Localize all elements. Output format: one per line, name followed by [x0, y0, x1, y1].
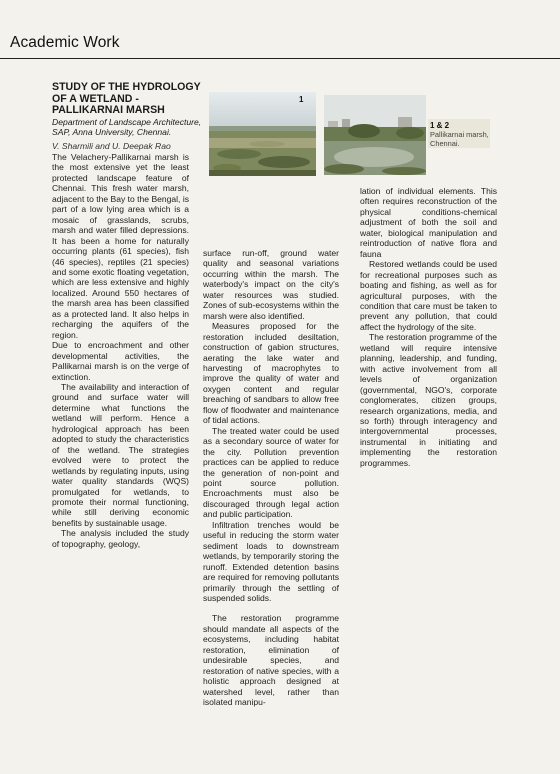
- paragraph: Infiltration trenches would be useful in reducing the storm water sediment loads to downstream wetlands, by temporarily storing the runoff. Extended detention basins are required for removing pollutants primarily through the settling of suspended solids.: [203, 519, 339, 603]
- paragraph: The restoration programme of the wetland will require intensive planning, leadership, and funding, with active involvement from all levels of organization (governmental, NGO's, corporate conglomerates, citizen groups, research organizations, media, and so forth) through interagency and intergovernmental processes, instrumental in initiating and implementing the restoration programmes.: [360, 332, 497, 468]
- paragraph: The availability and interaction of ground and surface water will determine what functions the wetland will perform. Hence a hydrological approach has been adopted to study the characteristics of the wetland. The strategies evolved were to protect the wetlands by regulating inputs, using water quality standards (WQS) promulgated for wetlands, to promote their normal functioning, while still deriving economic benefits by sustainable usage.: [52, 381, 189, 528]
- header-rule: [0, 58, 560, 59]
- paragraph: Due to encroachment and other developmental activities, the Pallikarnai marsh is on the verge of extinction.: [52, 340, 189, 382]
- marsh-photo-1: [209, 92, 316, 176]
- photo-1-number: 1: [299, 95, 304, 104]
- text-column-2: [203, 248, 339, 707]
- caption-text: Pallikarnai marsh, Chennai.: [430, 130, 489, 148]
- paragraph: Measures proposed for the restoration included desiltation, construction of gabion structures, aerating the lake water and harvesting of macrophytes to improve the quality of water and oxygen content and regular breaching of sandbars to allow free flow of floodwater and maintenance of tidal actions.: [203, 321, 339, 426]
- article-title: STUDY OF THE HYDROLOGY OF A WETLAND - PALLIKARNAI MARSH: [52, 81, 201, 116]
- article-authors: V. Sharmili and U. Deepak Rao: [52, 141, 171, 151]
- paragraph: The restoration programme should mandate all aspects of the ecosystems, including habitat restoration, elimination of undesirable species, and restoration of native species, with a holistic approach designed at watershed level, rather than isolated manipu-: [203, 613, 339, 708]
- paragraph: surface run-off, ground water quality and seasonal variations occurring within the marsh. The waterbody's impact on the city's water resources was studied. Zones of sub-ecosystems within the marsh were also identified.: [203, 248, 339, 321]
- caption-number: 1 & 2: [430, 121, 450, 130]
- marsh-photo-2: [324, 95, 426, 175]
- paragraph: lation of individual elements. This often requires reconstruction of the physical conditions-chemical adjustment of both the soil and water, biological manipulation and reintroduction of native flora and fauna: [360, 186, 497, 259]
- paragraph: Restored wetlands could be used for recreational purposes such as boating and fishing, as well as for agricultural purposes, with the condition that care must be taken to prevent any pollution, that could affect the hydrology of the site.: [360, 259, 497, 332]
- text-column-3: [360, 186, 497, 468]
- text-column-1: [52, 152, 189, 549]
- section-header: Academic Work: [10, 34, 120, 51]
- paragraph: The Velachery-Pallikarnai marsh is the most extensive yet the least protected landscape feature of Chennai. This fresh water marsh, adjacent to the Bay to the Bengal, is part of a low lying area which is a mosaic of grasslands, scrubs, marsh and water filled depressions. It has been a home for naturally occurring plants (61 species), fish (46 species), reptiles (21 species) and some exotic floating vegetation, which are less extensive and highly localized. Around 550 hectares of the marsh area has been classified as a protected land. It also helps in recharging the aquifers of the region.: [52, 152, 189, 340]
- article-affiliation: Department of Landscape Architecture, SAP, Anna University, Chennai.: [52, 117, 202, 137]
- paragraph: The analysis included the study of topography, geology,: [52, 528, 189, 549]
- paragraph: The treated water could be used as a secondary source of water for the city. Pollution prevention practices can be applied to reduce the generation of non-point and point source pollution. Encroachments must also be discouraged through legal action and public participation.: [203, 425, 339, 520]
- figure-caption: [428, 119, 490, 148]
